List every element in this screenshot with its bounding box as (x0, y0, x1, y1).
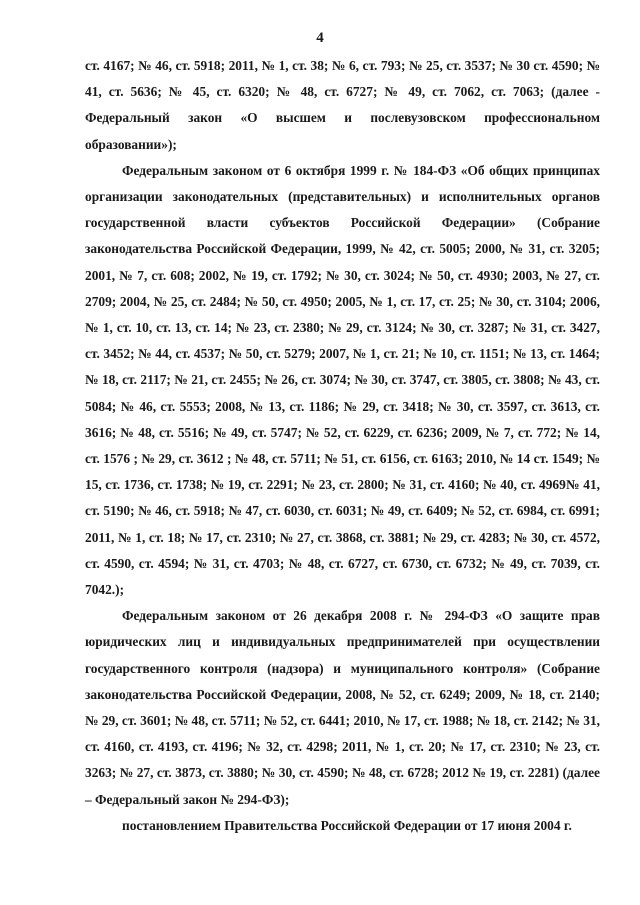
paragraph-continuation: ст. 4167; № 46, ст. 5918; 2011, № 1, ст. 38; № 6, ст. 793; № 25, ст. 3537; № 30 ст. 4590; № 41, ст. 5636; № 45, ст. 6320; № 48, ст. 6727; № 49, ст. 7062, ст. 7063; (далее - Федеральный закон «О высшем и послевузовском профессиональном образовании»); (85, 58, 600, 152)
page-number: 4 (316, 30, 324, 46)
paragraph-law-184-fz: Федеральным законом от 6 октября 1999 г. № 184-ФЗ «Об общих принципах организации законодательных (представительных) и исполнительных органов государственной власти субъектов Российской Федерации» (Собрание законодательства Российской Федерации, 1999, № 42, ст. 5005; 2000, № 31, ст. 3205; 2001, № 7, ст. 608; 2002, № 19, ст. 1792; № 30, ст. 3024; № 50, ст. 4930; 2003, № 27, ст. 2709; 2004, № 25, ст. 2484; № 50, ст. 4950; 2005, № 1, ст. 17, ст. 25; № 30, ст. 3104; 2006, № 1, ст. 10, ст. 13, ст. 14; № 23, ст. 2380; № 29, ст. 3124; № 30, ст. 3287; № 31, ст. 3427, ст. 3452; № 44, ст. 4537; № 50, ст. 5279; 2007, № 1, ст. 21; № 10, ст. 1151; № 13, ст. 1464; № 18, ст. 2117; № 21, ст. 2455; № 26, ст. 3074; № 30, ст. 3747, ст. 3805, ст. 3808; № 43, ст. 5084; № 46, ст. 5553; 2008, № 13, ст. 1186; № 29, ст. 3418; № 30, ст. 3597, ст. 3613, ст. 3616; № 48, ст. 5516; № 49, ст. 5747; № 52, ст. 6229, ст. 6236; 2009, № 7, ст. 772; № 14, ст. 1576 ; № 29, ст. 3612 ; № 48, ст. 5711; № 51, ст. 6156, ст. 6163; 2010, № 14 ст. 1549; № 15, ст. 1736, ст. 1738; № 19, ст. 2291; № 23, ст. 2800; № 31, ст. 4160; № 40, ст. 4969№ 41, ст. 5190; № 46, ст. 5918; № 47, ст. 6030, ст. 6031; № 49, ст. 6409; № 52, ст. 6984, ст. 6991; 2011, № 1, ст. 18; № 17, ст. 2310; № 27, ст. 3868, ст. 3881; № 29, ст. 4283; № 30, ст. 4572, ст. 4590, ст. 4594; № 31, ст. 4703; № 48, ст. 6727, ст. 6730, ст. 6732; № 49, ст. 7039, ст. 7042.); (85, 162, 600, 598)
document-body (85, 53, 600, 839)
paragraph-government-decree: постановлением Правительства Российской Федерации от 17 июня 2004 г. (122, 817, 572, 833)
paragraph-law-294-fz: Федеральным законом от 26 декабря 2008 г. № 294-ФЗ «О защите прав юридических лиц и индивидуальных предпринимателей при осуществлении государственного контроля (надзора) и муниципального контроля» (Собрание законодательства Российской Федерации, 2008, № 52, ст. 6249; 2009, № 18, ст. 2140; № 29, ст. 3601; № 48, ст. 5711; № 52, ст. 6441; 2010, № 17, ст. 1988; № 18, ст. 2142; № 31, ст. 4160, ст. 4193, ст. 4196; № 32, ст. 4298; 2011, № 1, ст. 20; № 17, ст. 2310; № 23, ст. 3263; № 27, ст. 3873, ст. 3880; № 30, ст. 4590; № 48, ст. 6728; 2012 № 19, ст. 2281) (далее – Федеральный закон № 294-ФЗ); (85, 608, 600, 807)
